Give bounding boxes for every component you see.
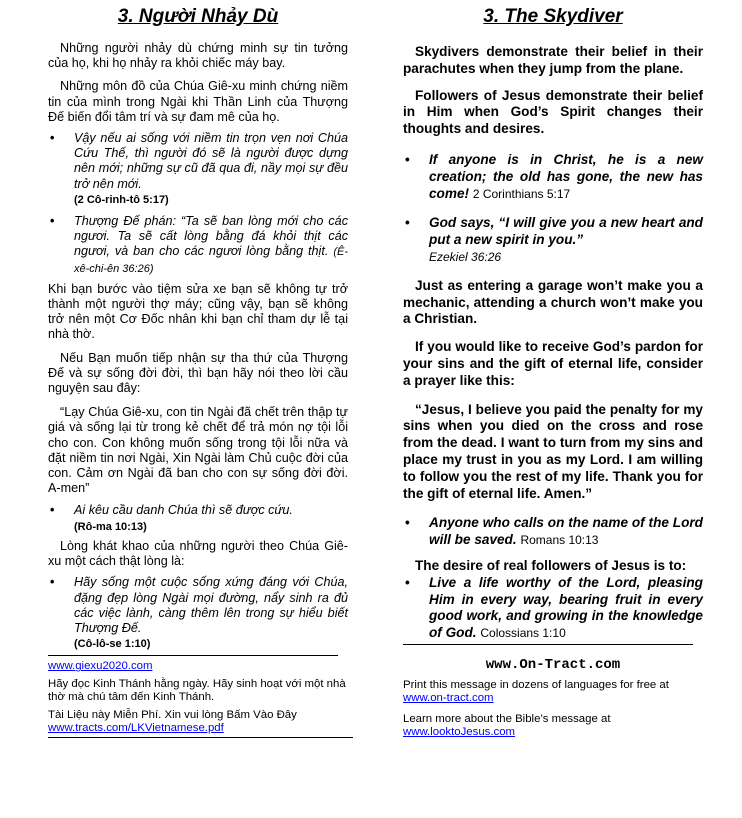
right-site-heading: www.On-Tract.com [485,656,621,673]
left-column-vietnamese [48,0,348,738]
right-bullet-2 [403,215,703,265]
left-bullet-4-text: Hãy sống một cuộc sống xứng đáng với Chúa, đặng đẹp lòng Ngài mọi đường, nẩy sinh ra đủ các việc lành, càng thêm lên trong sự hiểu biết Thượng Đế. [74,575,348,635]
left-bullet-1 [48,131,348,208]
left-paragraph-3: Khi bạn bước vào tiệm sửa xe bạn sẽ không tự trở thành một người thợ máy; cũng vậy, bạn sẽ không trở nên một Cơ Đốc nhân khi bạn chỉ tham dự lễ tại nhà thờ. [48,281,348,342]
left-link-tracts-pdf[interactable]: www.tracts.com/LKVietnamese.pdf [48,722,224,735]
right-bullet-4-text: Live a life worthy of the Lord, pleasing Him in every way, bearing fruit in every good work, and growing in the knowledge of God. [429,574,703,641]
right-bullet-4 [403,575,703,642]
left-footer-text-1: Hãy đọc Kinh Thánh hằng ngày. Hãy sinh hoạt với một nhà thờ mà chú tâm đến Kinh Thánh. [48,677,346,704]
right-prayer: “Jesus, I believe you paid the penalty for my sins when you died on the cross and rose from the dead. I want to turn from my sins and place my trust in you as my Lord. I am willing to follow you the rest of my life. Thank you for the gift of eternal life. Amen.” [403,401,703,501]
left-paragraph-5: Lòng khát khao của những người theo Chúa Giê-xu một cách thật lòng là: [48,538,348,569]
right-bullet-list-2 [403,515,703,549]
right-bullet-2-ref: Ezekiel 36:26 [429,249,502,264]
right-link-on-tract[interactable]: www.on-tract.com [403,692,494,705]
left-bullet-3 [48,503,348,534]
left-bullet-2-ref: (Ê-xê-chi-ên 36:26) [74,246,348,275]
left-bullet-2 [48,214,348,277]
left-bullet-3-text: Ai kêu cầu danh Chúa thì sẽ được cứu. [74,503,293,518]
left-footer-text-2: Tài Liệu này Miễn Phí. Xin vui lòng Bấm Vào Đây [48,708,297,721]
right-bullet-3-text: Anyone who calls on the name of the Lord will be saved. [429,515,703,548]
left-prayer: “Lạy Chúa Giê-xu, con tin Ngài đã chết trên thập tự giá và sống lại từ trong kẻ chết để trả món nợ tội lỗi cho con. Con không muốn sống trong tội lỗi nữa và đặt niềm tin nơi Ngài, Xin Ngài làm Chủ cuộc đời của con. Cảm ơn Ngài đã ban cho con sự sống đời đời. A-men” [48,405,348,496]
right-bullet-2-text: God says, “I will give you a new heart and put a new spirit in you.” [429,215,703,248]
right-bullet-list-3 [403,575,703,642]
right-link-looktojesus[interactable]: www.looktoJesus.com [403,726,516,739]
left-bottom-divider [48,737,353,738]
left-bullet-1-ref: (2 Cô-rinh-tô 5:17) [74,193,169,206]
right-column-english [403,0,703,740]
left-bullet-4 [48,575,348,652]
left-bullet-2-text: Thượng Đế phán: “Ta sẽ ban lòng mới cho các ngươi. Ta sẽ cất lòng bằng đá khỏi thịt các ngươi, và ban cho các ngươi lòng bằng thịt. [74,214,348,259]
right-bullet-1-text: If anyone is in Christ, he is a new creation; the old has gone, the new has come! [429,151,703,201]
right-bullet-3-ref: Romans 10:13 [520,533,599,548]
right-title: 3. The Skydiver [483,6,623,27]
left-bullet-list-1 [48,131,348,277]
right-footer [403,679,703,740]
left-title: 3. Người Nhảy Dù [117,6,279,27]
right-paragraph-4: If you would like to receive God’s pardon for your sins and the gift of eternal life, consider a prayer like this: [403,339,703,388]
right-paragraph-1: Skydivers demonstrate their belief in their parachutes when they jump from the plane. [403,44,703,76]
left-footer [48,660,348,736]
right-bullet-1 [403,152,703,202]
right-footer-text-1: Print this message in dozens of languages for free at [403,678,669,691]
left-divider [48,655,338,656]
left-bullet-1-text: Vậy nếu ai sống với niềm tin trọn vẹn nơi Chúa Cứu Thế, thì người đó sẽ là người được dựng nên mới; những sự cũ đã qua đi, nầy mọi sự đều trở nên mới. [74,131,348,191]
left-link-giexu[interactable]: www.giexu2020.com [48,660,153,673]
left-paragraph-2: Những môn đồ của Chúa Giê-xu minh chứng niềm tin của mình trong Ngài khi Thần Linh của Thượng Đế biến đổi tâm trí và sự đam mê của họ. [48,79,348,124]
left-bullet-3-ref: (Rô-ma 10:13) [74,520,147,533]
right-bullet-1-ref: 2 Corinthians 5:17 [472,186,571,201]
right-paragraph-2: Followers of Jesus demonstrate their belief in Him when God’s Spirit changes their thoughts and desires. [403,87,703,137]
right-footer-text-2: Learn more about the Bible’s message at [403,712,611,725]
left-bullet-list-3 [48,575,348,652]
left-bullet-4-ref: (Cô-lô-se 1:10) [74,638,151,651]
left-paragraph-4: Nếu Bạn muốn tiếp nhận sự tha thứ của Thượng Đế và sự sống đời đời, thì bạn hãy nói theo lời cầu nguyện sau đây: [48,350,348,396]
right-bullet-4-ref: Colossians 1:10 [480,626,566,641]
right-bullet-list-1 [403,152,703,266]
right-paragraph-5: The desire of real followers of Jesus is to: [415,557,687,573]
right-paragraph-3: Just as entering a garage won’t make you a mechanic, attending a church won’t make you a Christian. [403,277,703,327]
left-paragraph-1: Những người nhảy dù chứng minh sự tin tưởng của họ, khi họ nhảy ra khỏi chiếc máy bay. [48,41,348,71]
right-bullet-3 [403,515,703,549]
left-bullet-list-2 [48,503,348,534]
